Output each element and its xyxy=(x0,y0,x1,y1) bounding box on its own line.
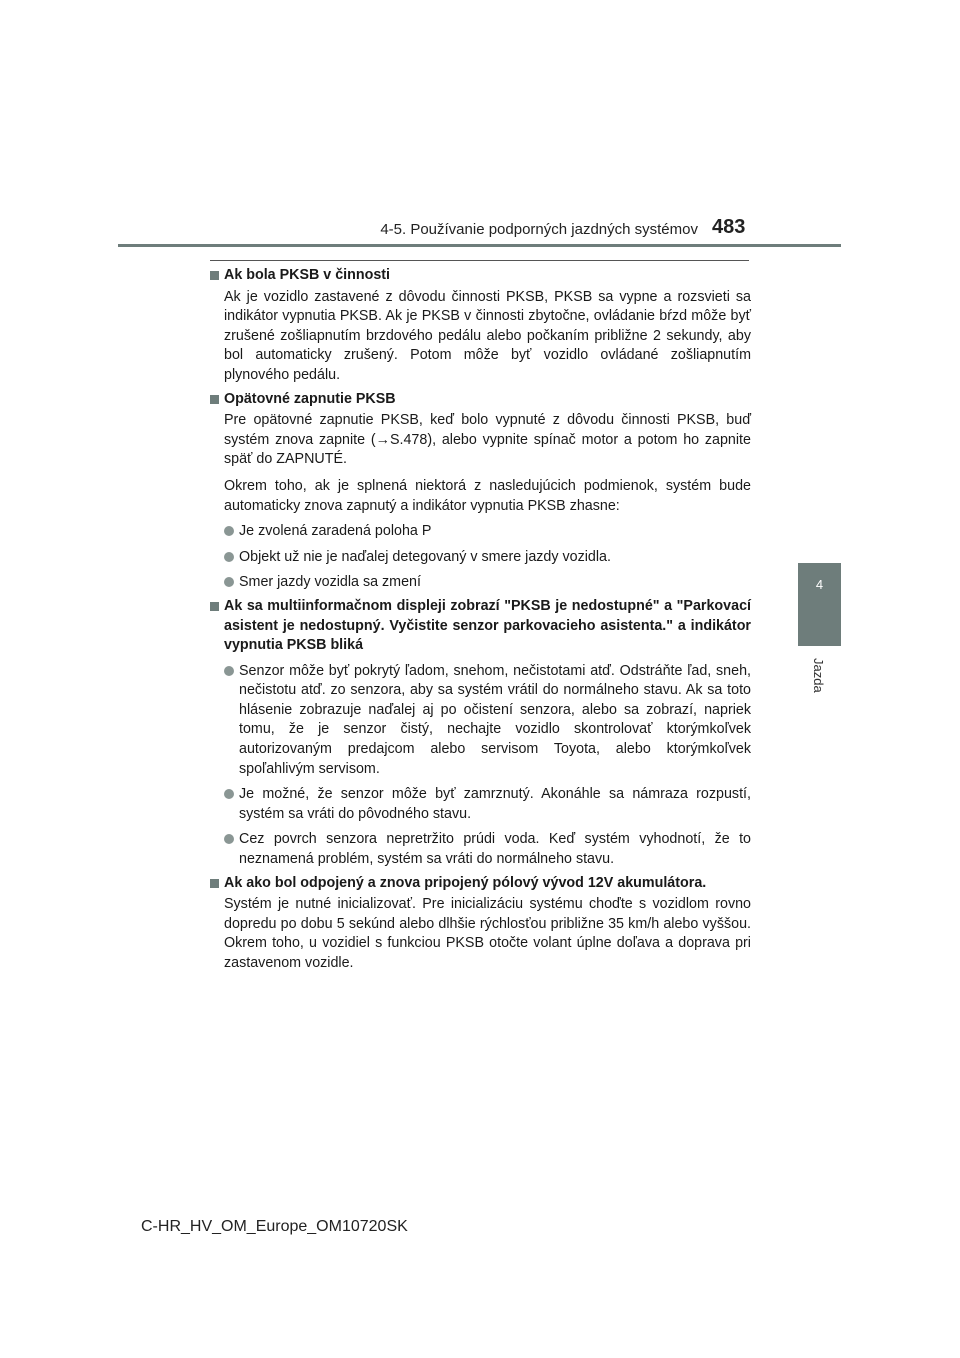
circle-bullet-icon xyxy=(224,552,234,562)
chapter-label: Jazda xyxy=(811,658,826,693)
list-item xyxy=(209,662,751,780)
section-heading xyxy=(209,266,751,286)
paragraph: Pre opätovné zapnutie PKSB, keď bolo vypnuté z dôvodu činnosti PKSB, buď systém znova zapnite (→S.478), alebo vypnite spínač motor a potom ho zapnite späť do ZAPNUTÉ. xyxy=(224,412,751,468)
circle-bullet-icon xyxy=(224,834,234,844)
section-heading-text: Ak ako bol odpojený a znova pripojený pólový vývod 12V akumulátora. xyxy=(224,874,707,891)
paragraph: Okrem toho, ak je splnená niektorá z nasledujúcich podmienok, systém bude automaticky znova zapnutý a indikátor vypnutia PKSB zhasne: xyxy=(224,477,751,514)
page-content xyxy=(209,266,751,978)
circle-bullet-icon xyxy=(224,789,234,799)
square-bullet-icon xyxy=(210,395,219,404)
section-heading-text: Ak bola PKSB v činnosti xyxy=(224,267,391,283)
section-sensor-message xyxy=(209,597,751,870)
square-bullet-icon xyxy=(210,602,219,611)
list-item xyxy=(209,830,751,869)
list-item xyxy=(209,573,751,593)
section-rule xyxy=(210,260,749,261)
section-pksb-reenable xyxy=(209,390,751,593)
paragraph: Systém je nutné inicializovať. Pre inicializáciu systému choďte s vozidlom rovno dopredu po dobu 5 sekúnd alebo dlhšie rýchlosťou približne 35 km/h alebo vyššou. Okrem toho, u vozidiel s funkciou PKSB otočte volant úplne doľava a doprava pri zastavenom vozidle. xyxy=(224,896,751,971)
section-battery-reconnect xyxy=(209,874,751,974)
list-item-text: Smer jazdy vozidla sa zmení xyxy=(239,574,421,591)
section-heading xyxy=(209,874,751,894)
paragraph: Ak je vozidlo zastavené z dôvodu činnosti PKSB, PKSB sa vypne a rozsvieti sa indikátor vypnutia PKSB. Ak je PKSB v činnosti zbytočne, ovládanie bŕzd môže byť zrušené zošliapnutím brzdového pedálu alebo počkaním približne 2 sekundy, aby bol automaticky zrušený. Potom môže byť vozidlo ovládané zošliapnutím plynového pedálu. xyxy=(224,288,751,383)
circle-bullet-icon xyxy=(224,526,234,536)
list-item-text: Senzor môže byť pokrytý ľadom, snehom, nečistotami atď. Odstráňte ľad, sneh, nečistotu atď. zo senzora, aby sa systém vrátil do normálneho stavu. Ak sa toto hlásenie zobrazuje naďalej aj po očistení senzora, alebo sa zobrazí, napriek tomu, že je senzor čistý, nechajte vozidlo skontrolovať ktorýmkoľvek autorizovaným predajcom alebo servisom Toyota, alebo ktorýmkoľvek spoľahlivým servisom. xyxy=(239,662,751,777)
circle-bullet-icon xyxy=(224,666,234,676)
section-heading xyxy=(209,390,751,410)
square-bullet-icon xyxy=(210,879,219,888)
page-number: 483 xyxy=(712,216,746,238)
list-item-text: Je zvolená zaradená poloha P xyxy=(239,523,432,540)
header-rule xyxy=(118,244,841,247)
list-item-text: Cez povrch senzora nepretržito prúdi voda. Keď systém vyhodnotí, že to neznamená problém, systém sa vráti do normálneho stavu. xyxy=(239,831,751,868)
section-heading-text: Opätovné zapnutie PKSB xyxy=(224,390,396,407)
square-bullet-icon xyxy=(210,271,219,280)
list-item-text: Je možné, že senzor môže byť zamrznutý. Akonáhle sa námraza rozpustí, systém sa vráti do pôvodného stavu. xyxy=(239,786,751,822)
list-item-text: Objekt už nie je naďalej detegovaný v smere jazdy vozidla. xyxy=(239,548,611,565)
list-item xyxy=(209,785,751,824)
chapter-tab xyxy=(798,563,841,646)
document-code: C-HR_HV_OM_Europe_OM10720SK xyxy=(141,1218,408,1235)
section-heading-text: Ak sa multiinformačnom displeji zobrazí "PKSB je nedostupné" a "Parkovací asistent je nedostupný. Vyčistite senzor parkovacieho asistenta." a indikátor vypnutia PKSB bliká xyxy=(224,597,751,654)
section-heading xyxy=(209,597,751,656)
page-header-title: 4-5. Používanie podporných jazdných systémov xyxy=(380,221,698,238)
chapter-number: 4 xyxy=(815,577,824,592)
section-pksb-active xyxy=(209,266,751,386)
list-item xyxy=(209,548,751,568)
circle-bullet-icon xyxy=(224,577,234,587)
list-item xyxy=(209,522,751,542)
